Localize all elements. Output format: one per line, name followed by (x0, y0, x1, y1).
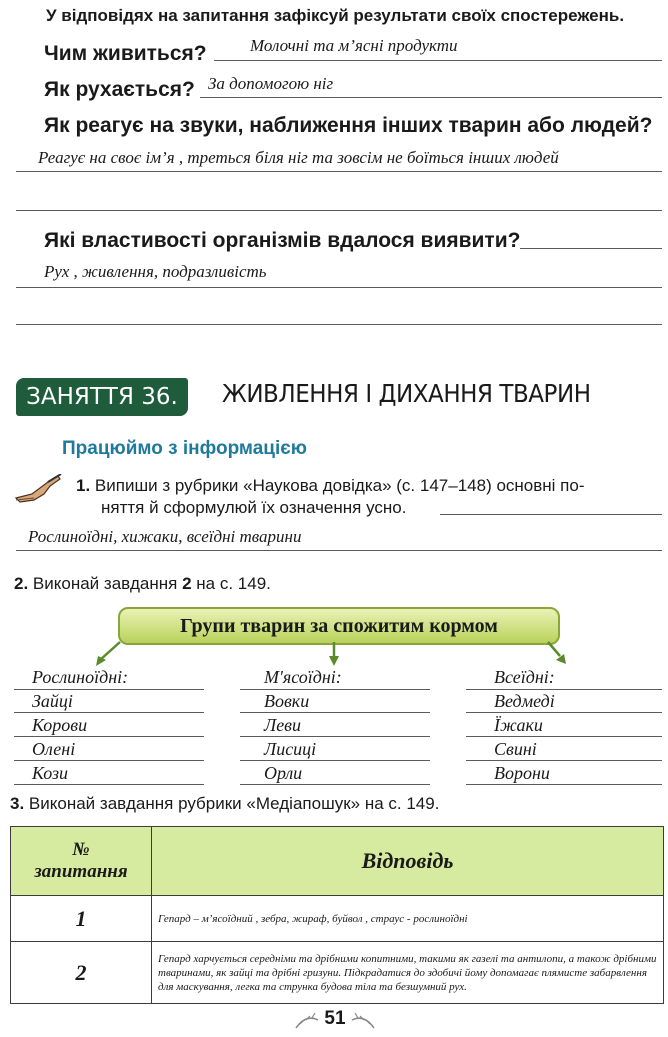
task2-number: 2. (14, 574, 29, 593)
answer-line (16, 171, 662, 172)
section-title: Працюймо з інформацією (62, 438, 307, 459)
task2-text-b: 2 (182, 574, 192, 593)
intro-text: У відповідях на запитання зафіксуй результати своїх спостережень. (46, 6, 625, 25)
group-item[interactable]: Ведмеді (494, 691, 555, 711)
table-header-answer: Відповідь (152, 827, 664, 896)
answer-line (240, 736, 430, 737)
answer-line (466, 689, 662, 690)
answer-line (466, 712, 662, 713)
arrow-left (100, 642, 120, 660)
group-item[interactable]: Ворони (494, 763, 550, 783)
group-item[interactable]: Олені (32, 739, 76, 759)
answer-line (14, 784, 204, 785)
group-carnivores (264, 665, 342, 785)
group-head: М'ясоїдні: (264, 667, 342, 687)
question-properties: Які властивості організмів вдалося виявити? (44, 229, 521, 252)
table-row (11, 942, 664, 1004)
answer-line (440, 514, 662, 515)
answer-line (240, 689, 430, 690)
arrow-right (548, 642, 560, 656)
group-item[interactable]: Свині (494, 739, 537, 759)
lesson-badge: ЗАНЯТТЯ 36. (16, 378, 188, 416)
task3-text (10, 794, 439, 814)
row-answer[interactable]: Гепард – м’ясоїдний , зебра, жираф, буйвол , страус - рослиноїдні (152, 896, 664, 942)
table-header-number (11, 827, 152, 896)
header-no: № (72, 839, 90, 860)
row-number: 1 (11, 896, 152, 942)
task2-text (14, 574, 271, 594)
answer-line (14, 689, 204, 690)
answer-line (240, 712, 430, 713)
answer-line (466, 784, 662, 785)
answer-line (214, 60, 662, 61)
response-table (10, 826, 664, 1004)
task1-answer[interactable]: Рослиноїдні, хижаки, всеїдні тварини (28, 527, 302, 546)
task3-number: 3. (10, 794, 25, 813)
answer-movement[interactable]: За допомогою ніг (208, 74, 334, 93)
task2-text-c: на с. 149. (196, 574, 271, 593)
task1-line1 (76, 476, 585, 496)
group-item[interactable]: Лисиці (264, 739, 317, 759)
group-item[interactable]: Вовки (264, 691, 310, 711)
answer-line (14, 760, 204, 761)
answer-line (200, 97, 662, 98)
table-row (11, 896, 664, 942)
task1-text-line2: няття й сформулюй їх означення усно. (101, 498, 407, 517)
answer-line (16, 324, 662, 325)
group-head: Рослиноїдні: (32, 667, 129, 687)
question-reaction: Як реагує на звуки, наближення інших тварин або людей? (44, 114, 653, 137)
header-question: запитання (34, 861, 128, 882)
answer-line (14, 736, 204, 737)
group-head: Всеїдні: (494, 667, 555, 687)
task1-number: 1. (76, 476, 91, 495)
group-item[interactable]: Кози (32, 763, 69, 783)
answer-line (16, 550, 662, 551)
group-item[interactable]: Їжаки (494, 715, 543, 735)
answer-line (240, 760, 430, 761)
task2-text-a: Виконай завдання (32, 574, 178, 593)
question-movement: Як рухається? (44, 78, 195, 101)
arrow-right-head (556, 654, 566, 664)
group-item[interactable]: Зайці (32, 691, 73, 711)
group-item[interactable]: Корови (32, 715, 88, 735)
group-item[interactable]: Орли (264, 763, 303, 783)
page-number: 51 (324, 1008, 346, 1029)
task1-text-line1: Випиши з рубрики «Наукова довідка» (с. 147–148) основні по- (94, 476, 585, 495)
answer-line (466, 736, 662, 737)
groups-title: Групи тварин за спожитим кормом (118, 607, 560, 645)
answer-line (16, 210, 662, 211)
writing-hand-icon (14, 474, 64, 504)
answer-properties[interactable]: Рух , живлення, подразливість (44, 262, 267, 281)
lesson-title: ЖИВЛЕННЯ І ДИХАННЯ ТВАРИН (222, 379, 591, 408)
answer-line (520, 248, 662, 249)
row-number: 2 (11, 942, 152, 1004)
group-arrows (0, 620, 668, 670)
answer-reaction[interactable]: Реагує на своє ім’я , треться біля ніг та зовсім не боїться інших людей (38, 148, 559, 167)
answer-line (16, 287, 662, 288)
answer-food[interactable]: Молочні та м’ясні продукти (250, 36, 458, 55)
group-item[interactable]: Леви (264, 715, 301, 735)
task3-body: Виконай завдання рубрики «Медіапошук» на с. 149. (28, 794, 440, 813)
answer-line (14, 712, 204, 713)
answer-line (240, 784, 430, 785)
question-food: Чим живиться? (44, 42, 207, 65)
row-answer[interactable]: Гепард харчується середніми та дрібними копитними, такими як газелі та антилопи, а також дрібними тваринами, як зайці та дрібні гризуни. Підкрадатися до здобичі йому допомагає плямисте забарвлення для маскування, легка та струнка будова тіла та безшумний рух. (152, 942, 664, 1004)
group-herbivores (32, 665, 128, 785)
answer-line (466, 760, 662, 761)
group-omnivores (494, 665, 555, 785)
table-header-row (11, 827, 664, 896)
